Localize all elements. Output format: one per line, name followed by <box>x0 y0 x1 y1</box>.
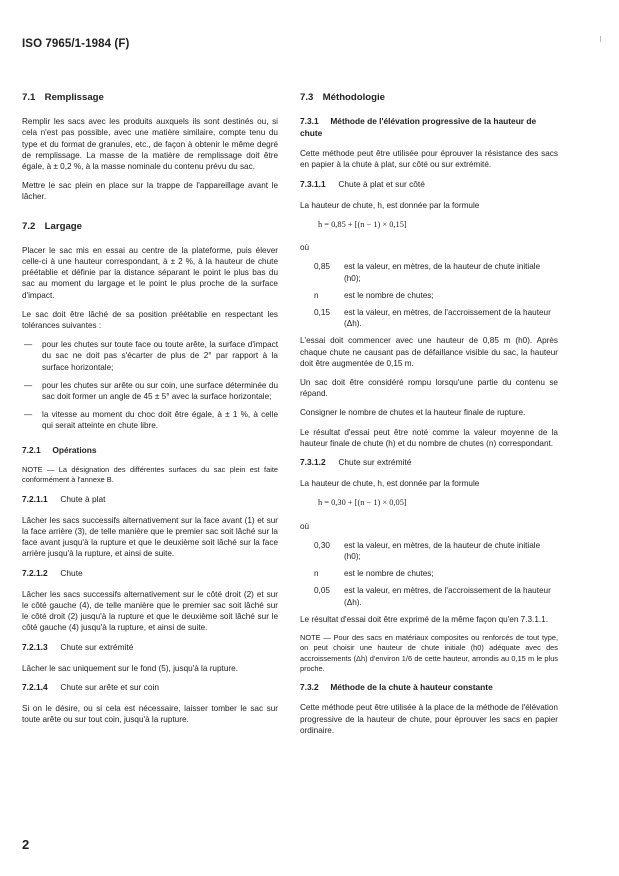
paragraph: Le sac doit être lâché de sa position préétablie en respectant les tolérances suivantes : <box>22 309 278 331</box>
section-7-3-1-2-heading <box>300 457 558 468</box>
section-title: Chute à plat et sur côté <box>338 178 425 189</box>
note: NOTE — Pour des sacs en matériaux composites ou renforcés de tout type, on peut choisir une hauteur de chute initiale (h0) adéquate avec des accroissements (Δh) d'environ 1/6 de cette hauteur, arrondis au 0,15 m le plus proche. <box>300 633 558 673</box>
right-column <box>300 92 558 744</box>
paragraph: Lâcher les sacs successifs alternativement sur le côté droit (2) et sur le côté gauche (4), de telle manière que le premier sac soit lâché sur le côté droit (2) jusqu'à la rupture et que le deuxième soit lâché sur le côté gauche (4) jusqu'à la rupture, et ainsi de suite. <box>22 589 278 633</box>
section-7-2-heading <box>22 221 278 232</box>
paragraph: Lâcher les sacs successifs alternativement sur la face avant (1) et sur la face arrière (3), de telle manière que le premier sac soit lâché sur la face avant jusqu'à la rupture et que le deuxième soit lâché sur la face arrière jusqu'à la rupture, et ainsi de suite. <box>22 515 278 559</box>
section-number: 7.2 <box>22 220 36 232</box>
section-7-2-1-heading <box>22 445 278 457</box>
section-title: Chute <box>60 567 83 578</box>
section-number: 7.2.1.3 <box>22 641 48 652</box>
page-number: 2 <box>22 837 30 852</box>
section-number: 7.2.1.2 <box>22 567 48 578</box>
section-7-3-2-heading <box>300 682 558 694</box>
list-item: — pour les chutes sur arête ou sur coin, une surface déterminée du sac doit former un angle de 45 ± 5° avec la surface horizontale; <box>24 380 278 402</box>
paragraph: Le résultat d'essai doit être exprimé de la même façon qu'en 7.3.1.1. <box>300 614 548 624</box>
paragraph: Remplir les sacs avec les produits auxquels ils sont destinés ou, si cela n'est pas possible, avec une matière similaire, compte tenu du type et du format de granules, etc., de façon à obtenir le même degré de remplissage. La masse de la matière de remplissage doit être égale, à ± 0,2 %, à la masse nominale du contenu prévu du sac. <box>22 117 278 172</box>
paragraph: Lâcher le sac uniquement sur le fond (5), jusqu'à la rupture. <box>22 663 238 673</box>
formula: h = 0,85 + [(n − 1) × 0,15] <box>318 220 407 230</box>
section-title: Opérations <box>52 444 97 455</box>
section-title: Méthode de l'élévation progressive de la hauteur de chute <box>300 116 537 138</box>
where-label: où <box>300 521 310 531</box>
note: NOTE — La désignation des différentes surfaces du sac plein est faite conformément à l'annexe B. <box>22 465 278 485</box>
section-7-3-heading <box>300 92 558 103</box>
paragraph: L'essai doit commencer avec une hauteur de 0,85 m (h0). Après chaque chute ne causant pas de défaillance visible du sac, la hauteur doit être augmentée de 0,15 m. <box>300 336 558 368</box>
section-7-2-1-2-heading <box>22 568 278 579</box>
section-7-3-1-heading <box>300 116 558 139</box>
section-7-2-1-1-heading <box>22 494 278 505</box>
section-number: 7.3.1.2 <box>300 457 326 468</box>
paragraph: Cette méthode peut être utilisée à la place de la méthode de l'élévation progressive de la hauteur de chute, pour éprouver les sacs en papier ordinaire. <box>300 703 558 735</box>
paragraph: Un sac doit être considéré rompu lorsqu'une partie du contenu se répand. <box>300 378 558 399</box>
section-number: 7.3.2 <box>300 681 319 692</box>
paragraph: La hauteur de chute, h, est donnée par la formule <box>300 200 480 210</box>
list-item: — la vitesse au moment du choc doit être égale, à ± 1 %, à celle qui serait atteinte en chute libre. <box>24 410 278 431</box>
section-number: 7.2.1.1 <box>22 493 48 504</box>
section-title: Chute sur extrémité <box>60 641 134 652</box>
section-title: Remplissage <box>44 92 104 103</box>
section-title: Chute sur arête et sur coin <box>60 682 160 693</box>
section-title: Chute à plat <box>60 493 106 504</box>
margin-mark <box>600 36 601 42</box>
paragraph: Si on le désire, ou si cela est nécessaire, laisser tomber le sac sur toute arête ou sur tout coin, jusqu'à la rupture. <box>22 704 278 725</box>
section-title: Méthodologie <box>322 92 386 103</box>
definition-item: 0,30 est la valeur, en mètres, de la hauteur de chute initiale (h0); <box>314 540 541 562</box>
paragraph: Cette méthode peut être utilisée pour éprouver la résistance des sacs en papier à la chute à plat, sur côté ou sur extrémité. <box>300 149 558 170</box>
paragraph: Le résultat d'essai peut être noté comme la valeur moyenne de la hauteur finale de chute (h) et du nombre de chutes (n) correspondant. <box>300 427 558 448</box>
definition-item: 0,05 est la valeur, en mètres, de l'accroissement de la hauteur (Δh). <box>314 586 551 607</box>
definition-item: 0,15 est la valeur, en mètres, de l'accroissement de la hauteur (Δh). <box>314 308 551 329</box>
section-7-2-1-3-heading <box>22 642 278 653</box>
paragraph: Consigner le nombre de chutes et la hauteur finale de rupture. <box>300 408 526 418</box>
formula: h = 0,30 + [(n − 1) × 0,05] <box>318 498 407 508</box>
definition-item: n est le nombre de chutes; <box>314 569 434 579</box>
paragraph: La hauteur de chute, h, est donnée par la formule <box>300 479 480 489</box>
section-number: 7.2.1.4 <box>22 682 48 693</box>
document-header: ISO 7965/1-1984 (F) <box>22 38 130 50</box>
where-label: où <box>300 243 310 253</box>
definition-item: 0,85 est la valeur, en mètres, de la hauteur de chute initiale (h0); <box>314 262 541 283</box>
section-number: 7.1 <box>22 92 36 103</box>
section-7-3-1-1-heading <box>300 179 558 190</box>
definition-item: n est le nombre de chutes; <box>314 290 434 300</box>
section-7-1-heading <box>22 92 278 103</box>
list-item: — pour les chutes sur toute face ou toute arête, la surface d'impact du sac ne doit pas s'écarter de plus de 2° par rapport à la surface horizontale; <box>24 340 278 372</box>
section-number: 7.2.1 <box>22 444 41 455</box>
section-title: Méthode de la chute à hauteur constante <box>330 681 493 692</box>
paragraph: Placer le sac mis en essai au centre de la plateforme, puis élever celle-ci à une hauteur correspondant, à ± 2 %, à la hauteur de chute préétablie et définie par la distance séparant le point le plus bas du sac au moment du largage et le point le plus proche de la surface d'impact. <box>22 245 278 300</box>
section-number: 7.3.1.1 <box>300 178 326 189</box>
section-title: Largage <box>44 220 82 232</box>
section-number: 7.3.1 <box>300 116 319 127</box>
section-title: Chute sur extrémité <box>338 457 412 468</box>
paragraph: Mettre le sac plein en place sur la trappe de l'appareillage avant le lâcher. <box>22 181 278 202</box>
section-7-2-1-4-heading <box>22 682 278 693</box>
section-number: 7.3 <box>300 92 314 103</box>
left-column <box>22 92 278 734</box>
